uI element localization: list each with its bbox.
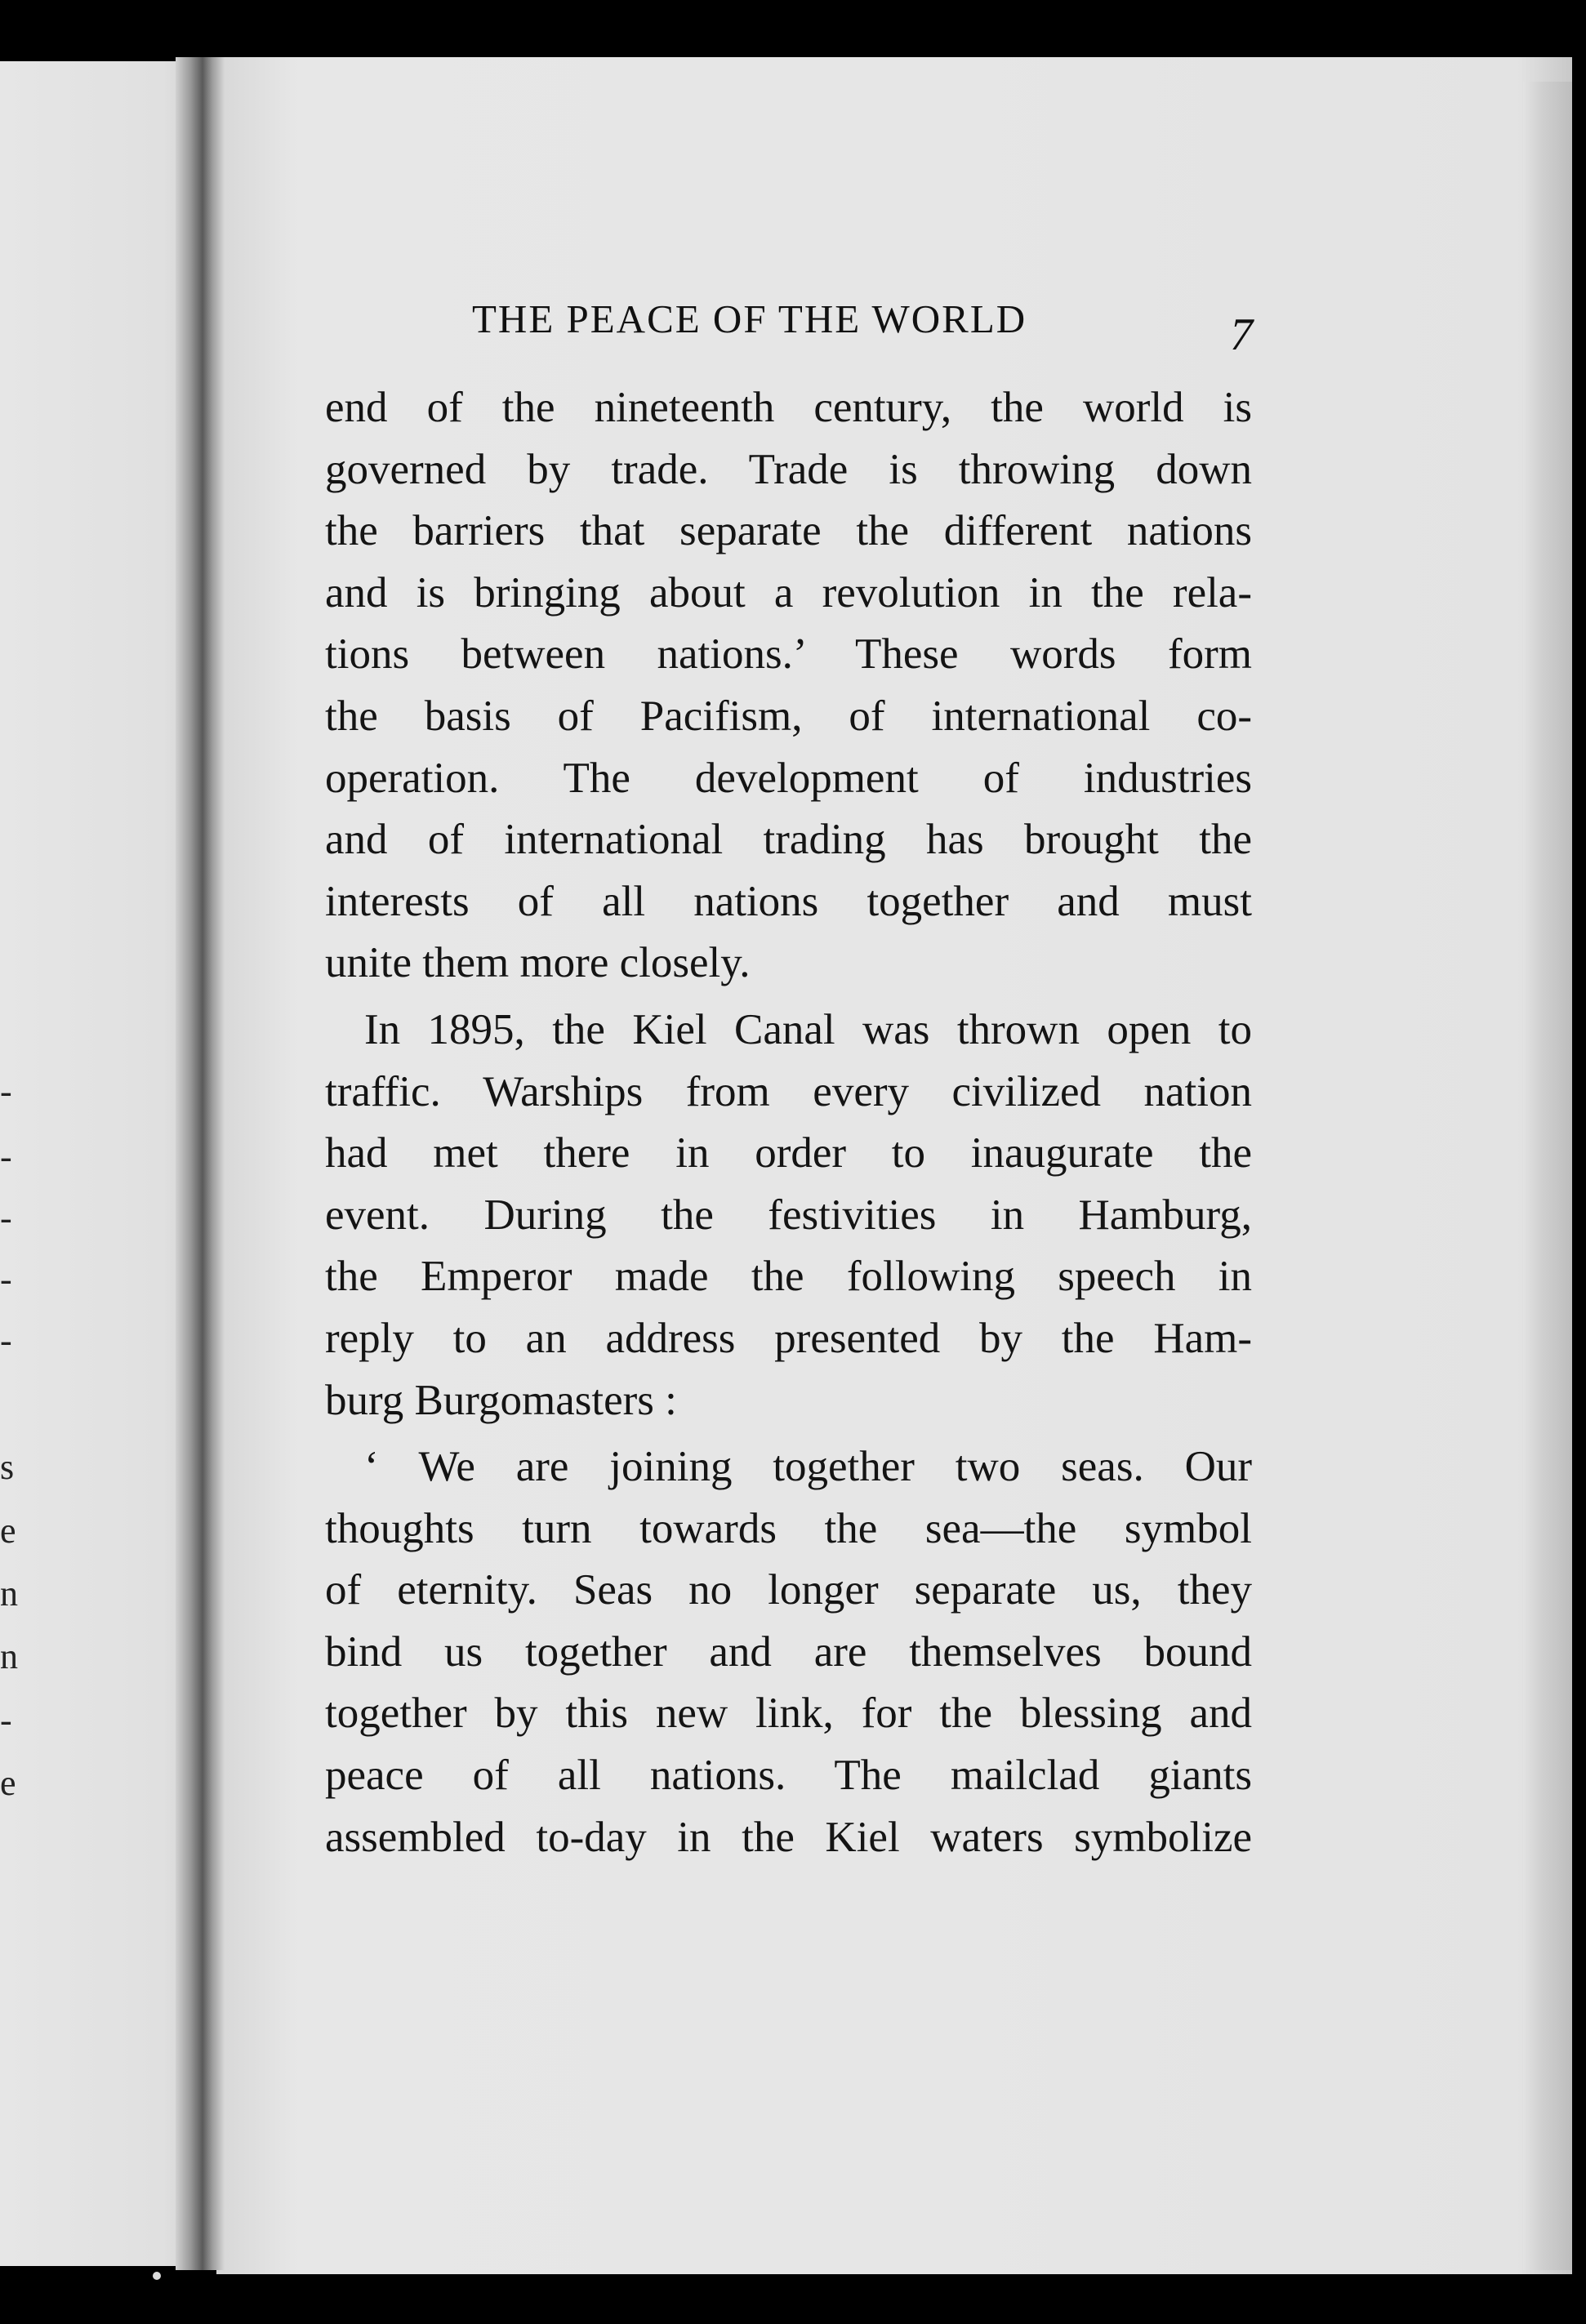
book-gutter-shadow: [176, 57, 225, 2270]
left-margin-glyph: -: [0, 1700, 12, 1740]
left-margin-glyph: n: [0, 1574, 18, 1614]
left-margin-glyph: -: [0, 1320, 12, 1360]
text-line: ‘ We are joining together two seas. Our: [364, 1443, 1252, 1491]
text-line: governed by trade. Trade is throwing down: [325, 445, 1252, 493]
left-margin-glyph: n: [0, 1636, 18, 1676]
text-line: had met there in order to inaugurate the: [325, 1129, 1252, 1178]
left-margin-glyph: s: [0, 1447, 15, 1487]
text-line: tions between nations.’ These words form: [325, 630, 1252, 679]
body-text: [325, 377, 1252, 1868]
left-margin-glyph: e: [0, 1763, 16, 1803]
text-line: traffic. Warships from every civilized nation: [325, 1067, 1252, 1115]
text-line: thoughts turn towards the sea—the symbol: [325, 1504, 1252, 1552]
text-line: the basis of Pacifism, of international co-: [325, 692, 1252, 740]
text-line: peace of all nations. The mailclad giants: [325, 1752, 1252, 1800]
text-line: burg Burgomasters :: [325, 1376, 677, 1424]
text-line: unite them more closely.: [325, 939, 751, 987]
text-line: the Emperor made the following speech in: [325, 1253, 1252, 1301]
running-head: THE PEACE OF THE WORLD: [472, 296, 1027, 341]
text-line: bind us together and are themselves bound: [325, 1627, 1252, 1676]
text-line: together by this new link, for the blessing and: [325, 1690, 1252, 1738]
left-facing-page: [0, 61, 204, 2266]
dust-speck: [153, 2272, 161, 2280]
text-line: In 1895, the Kiel Canal was thrown open to: [364, 1005, 1252, 1053]
text-line: interests of all nations together and must: [325, 877, 1252, 925]
text-line: reply to an address presented by the Ham-: [325, 1314, 1252, 1362]
text-line: operation. The development of industries: [325, 754, 1252, 802]
text-line: and of international trading has brought the: [325, 816, 1252, 864]
text-line: assembled to-day in the Kiel waters symbolize: [325, 1813, 1252, 1861]
text-line: and is bringing about a revolution in the rela-: [325, 568, 1252, 617]
page-edge-shadow: [1523, 82, 1572, 2270]
page-number: 7: [1230, 309, 1253, 360]
left-margin-glyph: -: [0, 1198, 12, 1238]
paragraph: [325, 999, 1252, 1431]
text-line: the barriers that separate the different nations: [325, 507, 1252, 555]
left-margin-glyph: -: [0, 1259, 12, 1299]
text-line: event. During the festivities in Hamburg,: [325, 1191, 1252, 1239]
left-margin-glyph: -: [0, 1071, 12, 1111]
paragraph: [325, 1436, 1252, 1868]
text-line: end of the nineteenth century, the world is: [325, 384, 1252, 431]
paragraph: [325, 377, 1252, 995]
left-margin-glyph: e: [0, 1511, 16, 1551]
text-line: of eternity. Seas no longer separate us, they: [325, 1566, 1252, 1614]
left-margin-glyph: -: [0, 1137, 12, 1177]
